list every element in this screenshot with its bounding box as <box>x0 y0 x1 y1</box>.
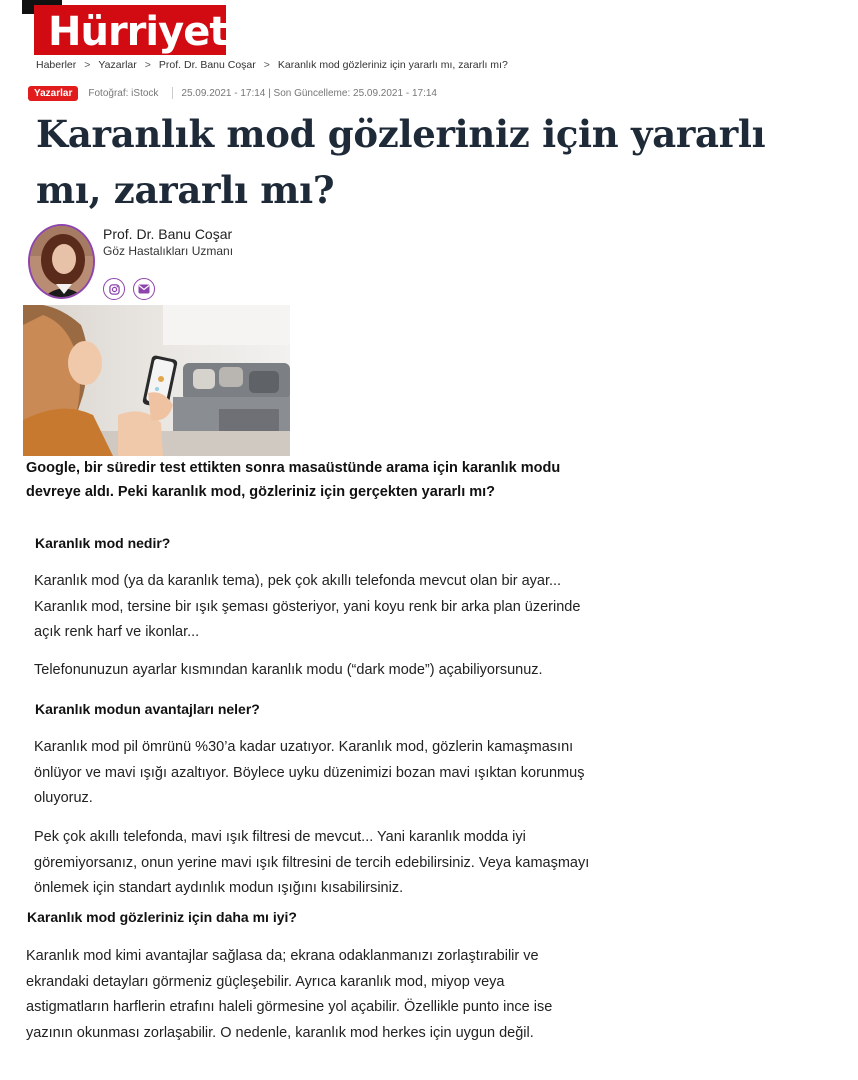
breadcrumb-separator: > <box>84 59 91 71</box>
author-title: Göz Hastalıkları Uzmanı <box>103 244 234 258</box>
paragraph: Karanlık mod kimi avantajlar sağlasa da; ekrana odaklanmanızı zorlaştırabilir ve ekrandaki detayları görmeniz güçleşebilir. Ayrıca karanlık mod, miyop veya astigmatların harflerin etrafını haleli görmesine yol açabilir. Özellikle punto ince ise yazının okunması zorlaşabilir. O nedenle, karanlık mod herkes için uygun değil. <box>26 948 553 1041</box>
article-lead: Google, bir süredir test ettikten sonra masaüstünde arama için karanlık modu devreye aldı. Peki karanlık mod, gözleriniz için gerçekten yararlı mı? <box>26 460 561 500</box>
mail-icon[interactable] <box>133 278 155 300</box>
breadcrumb-separator: > <box>263 59 270 71</box>
publish-dates: 25.09.2021 - 17:14 | Son Güncelleme: 25.09.2021 - 17:14 <box>181 87 437 99</box>
hero-image <box>23 305 290 456</box>
section-heading: Karanlık mod nedir? <box>35 535 171 551</box>
paragraph: Telefonunuzun ayarlar kısmından karanlık modu (“dark mode”) açabiliyorsunuz. <box>34 662 543 678</box>
breadcrumb-separator: > <box>144 59 151 71</box>
breadcrumb-item-yazarlar[interactable]: Yazarlar <box>98 59 137 71</box>
paragraph: Karanlık mod (ya da karanlık tema), pek çok akıllı telefonda mevcut olan bir ayar... Karanlık mod, tersine bir ışık şeması gösteriyor, yani koyu renk bir arka plan üzerinde açık renk harf ve ikonlar... <box>34 573 581 640</box>
breadcrumb-item-author[interactable]: Prof. Dr. Banu Coşar <box>158 59 256 71</box>
category-badge[interactable]: Yazarlar <box>28 86 78 101</box>
breadcrumb-item-haberler[interactable]: Haberler <box>36 59 77 71</box>
instagram-icon[interactable] <box>103 278 125 300</box>
breadcrumb-item-current: Karanlık mod gözleriniz için yararlı mı, zararlı mı? <box>277 59 508 71</box>
photo-credit: Fotoğraf: iStock <box>88 87 159 99</box>
article-title: Karanlık mod gözleriniz için yararlı mı, zararlı mı? <box>36 112 766 212</box>
paragraph: Pek çok akıllı telefonda, mavi ışık filtresi de mevcut... Yani karanlık modda iyi göremiyorsanız, onun yerine mavi ışık filtresini de tercih edebilirsiniz. Veya kamaşmayı önlemek için standart aydınlık modun ışığını kısabilirsiniz. <box>34 829 590 896</box>
logo-text: Hürriyet <box>48 9 228 55</box>
author-avatar[interactable] <box>28 224 95 299</box>
hurriyet-logo[interactable] <box>22 0 226 56</box>
logo-red-box <box>34 5 226 55</box>
paragraph: Karanlık mod pil ömrünü %30’a kadar uzatıyor. Karanlık mod, gözlerin kamaşmasını önlüyor ve mavi ışığı azaltıyor. Böylece uyku düzenimizi bozan mavi ışıktan korunmuş oluyoruz. <box>34 739 585 806</box>
breadcrumb <box>36 59 508 71</box>
meta-divider <box>172 87 173 99</box>
section-heading: Karanlık mod gözleriniz için daha mı iyi? <box>27 909 297 925</box>
section-heading: Karanlık modun avantajları neler? <box>35 701 260 717</box>
author-photo <box>30 226 95 299</box>
article-meta <box>28 85 437 101</box>
author-name[interactable]: Prof. Dr. Banu Coşar <box>103 226 233 242</box>
